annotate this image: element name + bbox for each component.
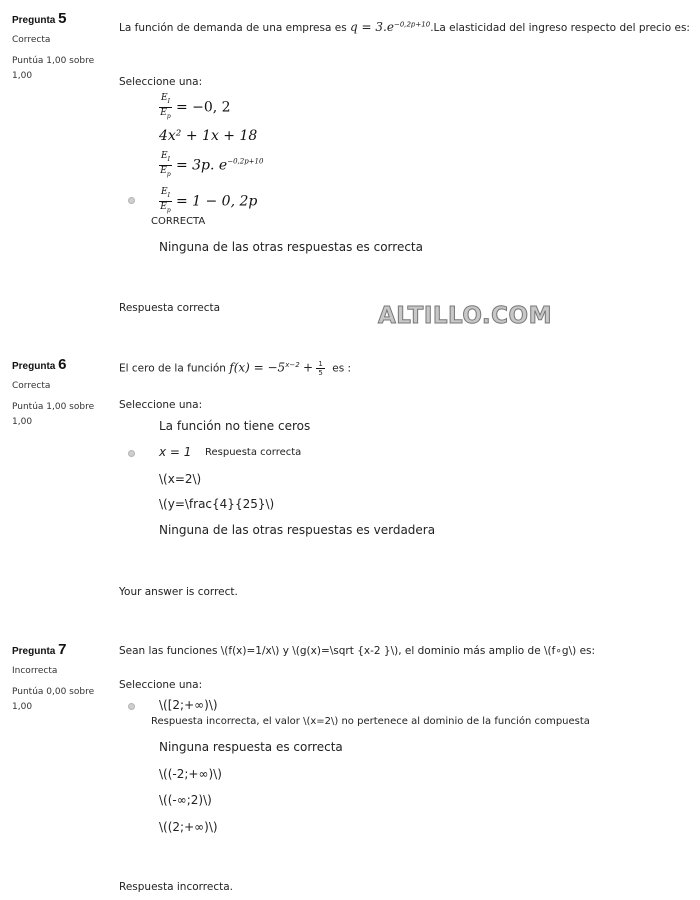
question-number — [12, 356, 107, 373]
answer-option[interactable]: \((2;+∞)\) — [159, 820, 218, 834]
selected-radio-icon[interactable] — [128, 197, 135, 204]
option-rhs: = −0, 2 — [175, 99, 231, 116]
select-label: Seleccione una: — [119, 399, 203, 411]
elasticity-fraction — [159, 151, 172, 180]
answer-option-selected[interactable]: \([2;+∞)\) — [159, 698, 218, 712]
question-5-info — [12, 10, 107, 84]
elasticity-fraction — [159, 187, 172, 216]
option-feedback: Respuesta incorrecta, el valor \(x=2\) no pertenece al dominio de la función compuesta — [151, 716, 590, 727]
question-text-before: La función de demanda de una empresa es — [119, 22, 347, 34]
answer-option[interactable]: Ninguna de las otras respuestas es verdadera — [159, 523, 436, 537]
question-7-info — [12, 641, 107, 715]
question-7-text: Sean las funciones \(f(x)=1/x\) y \(g(x)=\sqrt {x-2 }\), el dominio más amplio de \(f∘g\) es: — [119, 645, 596, 657]
fraction-numerator: E — [161, 93, 168, 103]
general-feedback: Your answer is correct. — [119, 586, 238, 598]
question-label: Pregunta — [12, 15, 56, 26]
question-text-after: .La elasticidad del ingreso respecto del precio es: — [430, 22, 690, 34]
fraction-numerator-sub: I — [167, 191, 170, 199]
question-state: Correcta — [12, 35, 51, 45]
answer-option[interactable]: La función no tiene ceros — [159, 419, 311, 433]
answer-option[interactable]: Ninguna respuesta es correcta — [159, 740, 343, 754]
question-grade: Puntúa 1,00 sobre 1,00 — [12, 56, 95, 81]
question-number-value: 7 — [58, 641, 67, 658]
select-label: Seleccione una: — [119, 679, 203, 691]
option-feedback: CORRECTA — [151, 216, 206, 227]
elasticity-fraction — [159, 93, 172, 122]
option-rhs: = 1 − 0, 2p — [175, 193, 258, 210]
answer-option[interactable]: \(y=\frac{4}{25}\) — [159, 497, 275, 511]
fraction-numerator-sub: I — [167, 155, 170, 163]
fraction-denominator: E — [160, 165, 167, 176]
question-fraction — [316, 360, 324, 377]
select-label: Seleccione una: — [119, 76, 203, 88]
selected-radio-icon[interactable] — [128, 450, 135, 457]
question-text-after: es : — [332, 362, 352, 375]
answer-option[interactable]: \((-2;+∞)\) — [159, 767, 222, 781]
fraction-numerator: E — [161, 151, 168, 161]
question-math-plus: + — [303, 360, 314, 375]
question-state: Correcta — [12, 381, 51, 391]
fraction-denominator: E — [160, 107, 167, 118]
question-state: Incorrecta — [12, 666, 58, 676]
question-number-value: 5 — [58, 10, 67, 27]
answer-option[interactable] — [159, 93, 231, 122]
answer-option[interactable]: \((-∞;2)\) — [159, 793, 212, 807]
fraction-denominator: 5 — [318, 369, 323, 377]
question-6-text — [119, 360, 351, 377]
fraction-numerator: 1 — [318, 360, 323, 368]
answer-option-selected[interactable]: x = 1 — [159, 445, 192, 459]
fraction-denominator-sub: p — [166, 206, 171, 214]
fraction-denominator-sub: p — [166, 170, 171, 178]
question-math: q = 3.e — [350, 20, 394, 34]
question-text-before: El cero de la función — [119, 362, 226, 375]
question-label: Pregunta — [12, 361, 56, 372]
general-feedback: Respuesta incorrecta. — [119, 881, 234, 893]
fraction-numerator: E — [161, 187, 168, 197]
option-feedback: Respuesta correcta — [205, 447, 302, 458]
fraction-denominator: E — [160, 201, 167, 212]
question-math: f(x) = −5 — [229, 360, 286, 375]
option-rhs-exponent: −0,2p+10 — [227, 157, 264, 166]
fraction-denominator-sub: p — [166, 112, 171, 120]
question-label: Pregunta — [12, 646, 56, 657]
answer-option[interactable] — [159, 151, 263, 180]
question-grade: Puntúa 0,00 sobre 1,00 — [12, 687, 95, 712]
selected-radio-icon[interactable] — [128, 703, 135, 710]
answer-option[interactable]: \(x=2\) — [159, 472, 202, 486]
question-6-info — [12, 356, 107, 430]
question-number — [12, 641, 107, 658]
question-number — [12, 10, 107, 27]
question-5-text — [119, 20, 690, 34]
answer-option-selected[interactable] — [159, 187, 257, 216]
answer-option[interactable]: Ninguna de las otras respuestas es correcta — [159, 240, 423, 254]
answer-option[interactable]: 4x² + 1x + 18 — [159, 128, 258, 144]
general-feedback: Respuesta correcta — [119, 302, 221, 314]
question-grade: Puntúa 1,00 sobre 1,00 — [12, 402, 95, 427]
question-math-exponent: x−2 — [285, 361, 300, 369]
question-number-value: 6 — [58, 356, 67, 373]
watermark: ALTILLO.COM — [378, 303, 552, 329]
fraction-numerator-sub: I — [167, 97, 170, 105]
option-rhs: = 3p. e — [175, 157, 228, 174]
question-math-exponent: −0,2p+10 — [393, 20, 431, 29]
